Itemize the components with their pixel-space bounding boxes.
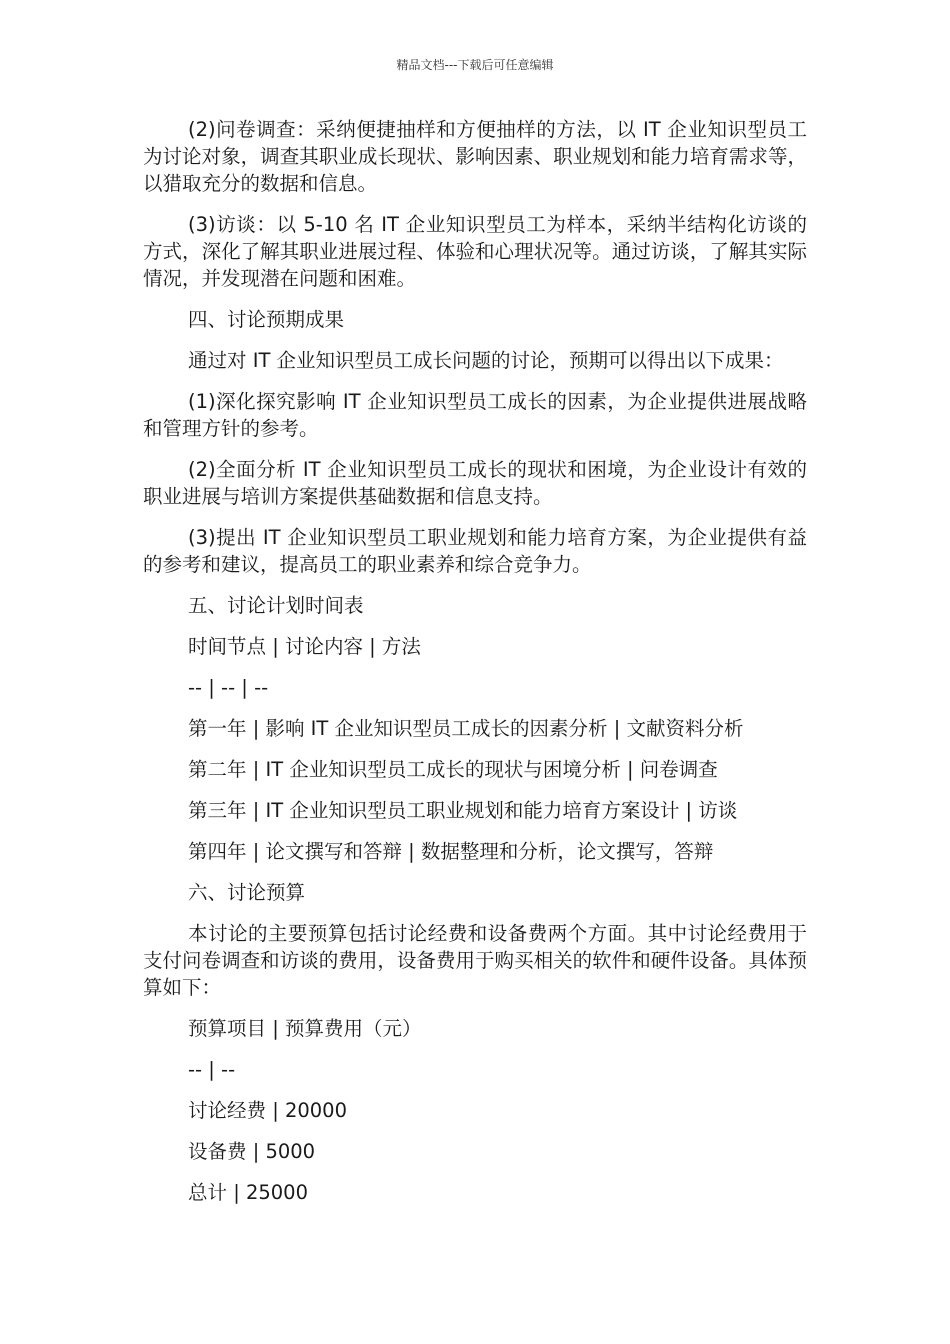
schedule-row-year-3: 第三年 | IT 企业知识型员工职业规划和能力培育方案设计 | 访谈 bbox=[188, 799, 738, 822]
budget-row-research-funds: 讨论经费 | 20000 bbox=[188, 1099, 347, 1122]
schedule-header-row: 时间节点 | 讨论内容 | 方法 bbox=[188, 635, 421, 658]
schedule-separator-row: -- | -- | -- bbox=[188, 676, 269, 699]
paragraph-survey-method: (2)问卷调查：采纳便捷抽样和方便抽样的方法，以 IT 企业知识型员工为讨论对象，调查其职业成长现状、影响因素、职业规划和能力培育需求等，以猎取充分的数据和信息。 bbox=[143, 118, 807, 195]
paragraph-outcome-1: (1)深化探究影响 IT 企业知识型员工成长的因素，为企业提供进展战略和管理方针的参考。 bbox=[143, 390, 807, 440]
section-heading-outcomes: 四、讨论预期成果 bbox=[188, 308, 345, 331]
paragraph-outcome-3: (3)提出 IT 企业知识型员工职业规划和能力培育方案，为企业提供有益的参考和建议，提高员工的职业素养和综合竞争力。 bbox=[143, 526, 807, 576]
section-heading-schedule: 五、讨论计划时间表 bbox=[188, 594, 364, 617]
schedule-row-year-2: 第二年 | IT 企业知识型员工成长的现状与困境分析 | 问卷调查 bbox=[188, 758, 718, 781]
paragraph-budget-intro: 本讨论的主要预算包括讨论经费和设备费两个方面。其中讨论经费用于支付问卷调查和访谈的费用，设备费用于购买相关的软件和硬件设备。具体预算如下： bbox=[143, 922, 807, 999]
budget-separator-row: -- | -- bbox=[188, 1058, 236, 1081]
document-body bbox=[143, 116, 807, 1220]
budget-row-total: 总计 | 25000 bbox=[188, 1181, 308, 1204]
budget-row-equipment: 设备费 | 5000 bbox=[188, 1140, 316, 1163]
section-heading-budget: 六、讨论预算 bbox=[188, 881, 306, 904]
paragraph-outcome-2: (2)全面分析 IT 企业知识型员工成长的现状和困境，为企业设计有效的职业进展与培训方案提供基础数据和信息支持。 bbox=[143, 458, 807, 508]
page-header: 精品文档---下载后可任意编辑 bbox=[396, 58, 554, 72]
schedule-row-year-1: 第一年 | 影响 IT 企业知识型员工成长的因素分析 | 文献资料分析 bbox=[188, 717, 744, 740]
paragraph-interview-method: (3)访谈：以 5-10 名 IT 企业知识型员工为样本，采纳半结构化访谈的方式，深化了解其职业进展过程、体验和心理状况等。通过访谈，了解其实际情况，并发现潜在问题和困难。 bbox=[143, 213, 807, 290]
schedule-row-year-4: 第四年 | 论文撰写和答辩 | 数据整理和分析，论文撰写，答辩 bbox=[188, 840, 714, 863]
budget-header-row: 预算项目 | 预算费用（元） bbox=[188, 1017, 422, 1040]
paragraph-outcomes-intro: 通过对 IT 企业知识型员工成长问题的讨论，预期可以得出以下成果： bbox=[188, 349, 784, 372]
